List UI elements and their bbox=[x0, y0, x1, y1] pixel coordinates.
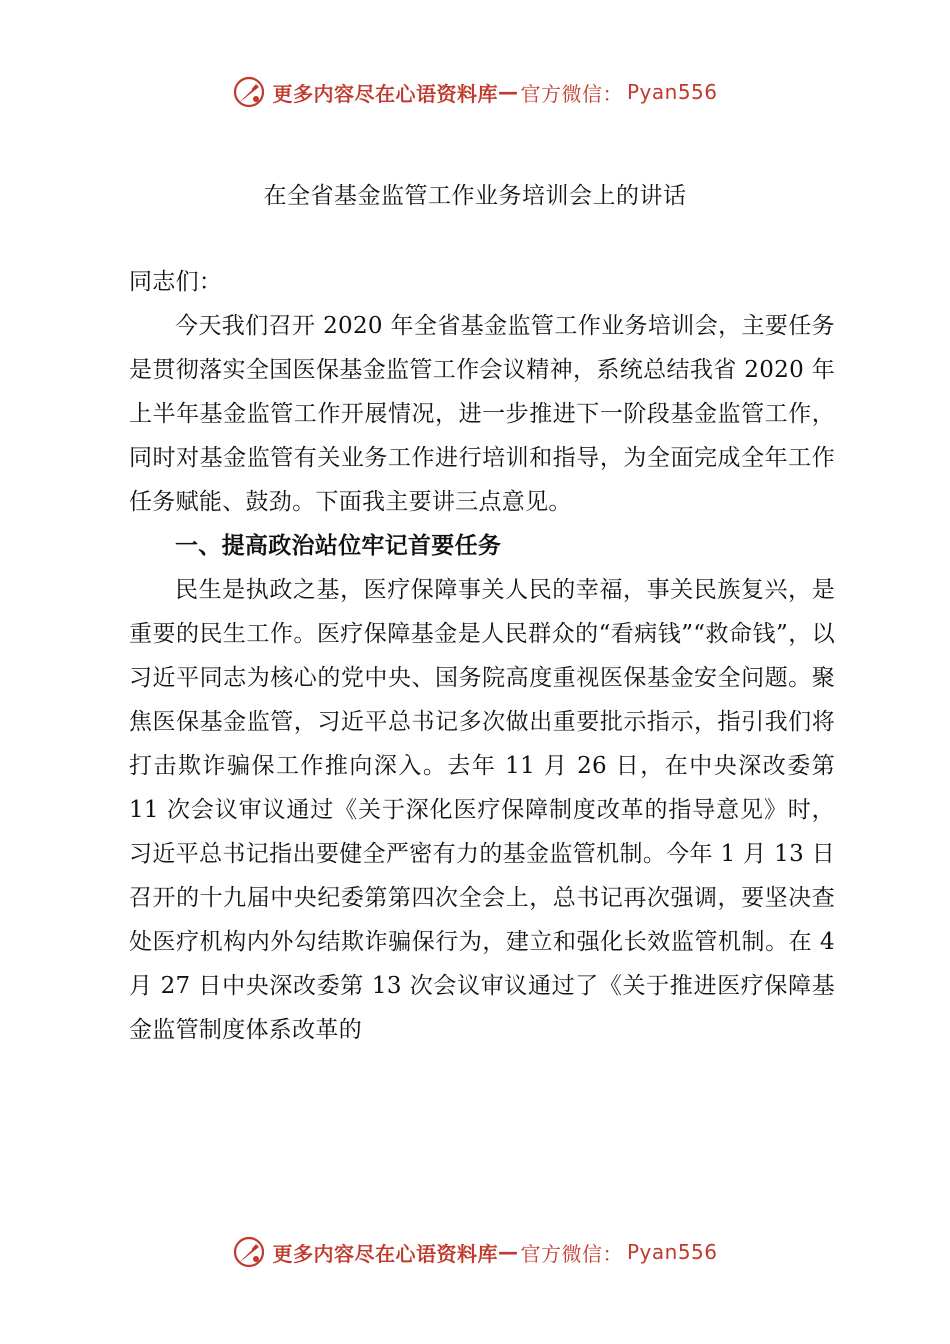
banner-main-text: 更多内容尽在心语资料库 bbox=[272, 81, 498, 106]
salutation: 同志们： bbox=[129, 269, 223, 295]
banner-main-text: 更多内容尽在心语资料库 bbox=[272, 1241, 498, 1266]
feather-pen-logo-icon bbox=[232, 1235, 266, 1269]
intro-paragraph: 今天我们召开 2020 年全省基金监管工作业务培训会，主要任务是贯彻落实全国医保基金监管工作会议精神，系统总结我省 2020 年上半年基金监管工作开展情况，进一步推进下一阶段基金监管工作，同时对基金监管有关业务工作进行培训和指导，为全面完成全年工作任务赋能、鼓劲。下面我主要讲三点意见。 bbox=[129, 313, 835, 515]
feather-pen-logo-icon bbox=[232, 75, 266, 109]
section-heading-1: 一、提高政治站位牢记首要任务 bbox=[175, 533, 502, 559]
banner-separator: — bbox=[497, 80, 519, 104]
document-title: 在全省基金监管工作业务培训会上的讲话 bbox=[263, 183, 687, 209]
banner-wechat-label: 官方微信： bbox=[520, 1241, 623, 1266]
banner-wechat-label: 官方微信： bbox=[520, 81, 623, 106]
document-body bbox=[129, 260, 835, 1052]
banner-separator: — bbox=[497, 1240, 519, 1264]
header-watermark-banner bbox=[0, 70, 950, 114]
footer-watermark-banner bbox=[0, 1230, 950, 1274]
banner-wechat-id: Pyan556 bbox=[626, 80, 718, 104]
banner-wechat-id: Pyan556 bbox=[626, 1240, 718, 1264]
section-1-paragraph: 民生是执政之基，医疗保障事关人民的幸福，事关民族复兴，是重要的民生工作。医疗保障基金是人民群众的“看病钱”“救命钱”，以习近平同志为核心的党中央、国务院高度重视医保基金安全问题。聚焦医保基金监管，习近平总书记多次做出重要批示指示，指引我们将打击欺诈骗保工作推向深入。去年 11 月 26 日，在中央深改委第 11 次会议审议通过《关于深化医疗保障制度改革的指导意见》时，习近平总书记指出要健全严密有力的基金监管机制。今年 1 月 13 日召开的十九届中央纪委第第四次全会上，总书记再次强调，要坚决查处医疗机构内外勾结欺诈骗保行为，建立和强化长效监管机制。在 4 月 27 日中央深改委第 13 次会议审议通过了《关于推进医疗保障基金监管制度体系改革的 bbox=[129, 577, 835, 1043]
